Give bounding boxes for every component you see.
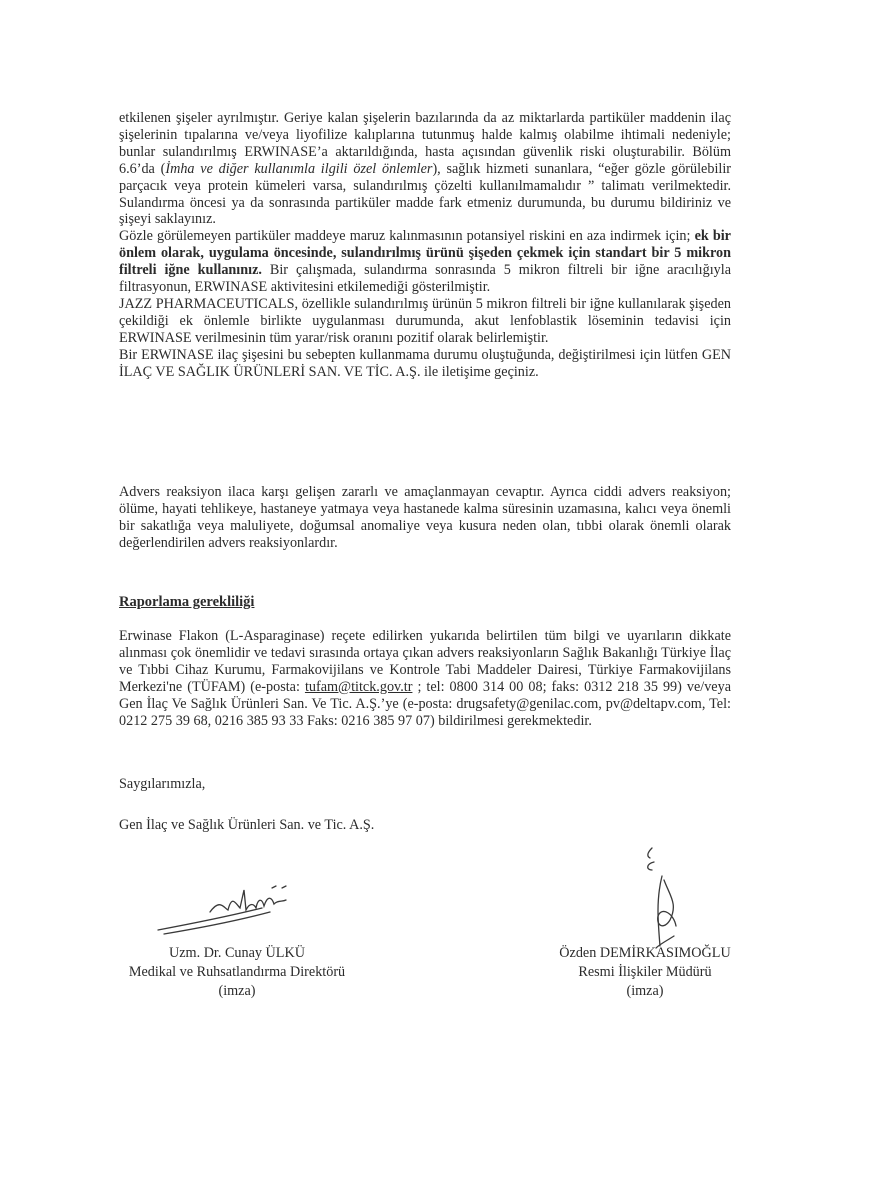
signatory-right-name: Özden DEMİRKASIMOĞLU	[559, 945, 731, 961]
signatory-left	[112, 944, 362, 1001]
paragraph-4: Bir ERWINASE ilaç şişesini bu sebepten kullanmama durumu oluştuğunda, değiştirilmesi için lütfen GEN İLAÇ VE SAĞLIK ÜRÜNLERİ SAN. VE TİC. A.Ş. ile iletişime geçiniz.	[119, 346, 731, 380]
paragraph-6-text-end: ; tel: 0800 314 00 08; faks: 0312 218 35 99) ve/veya Gen İlaç Ve Sağlık Ürünleri San. Ve Tic. A.Ş.’ye (e-posta: drugsafety@genilac.com, pv@deltapv.com, Tel: 0212 275 39 68, 0216 385 93 33 Faks: 0216 385 97 07) bildirilmesi gerekmektedir.	[119, 678, 731, 729]
adverse-reaction-paragraph	[119, 484, 731, 552]
signatory-left-name: Uzm. Dr. Cunay ÜLKÜ	[169, 945, 305, 961]
paragraph-2-text: Gözle görülemeyen partiküler maddeye maruz kalınmasının potansiyel riskini en aza indirmek için;	[119, 228, 695, 245]
signature-right	[618, 840, 698, 960]
paragraph-1-text: etkilenen şişeler ayrılmıştır. Geriye kalan şişelerin bazılarında da az miktarlarda partiküler maddenin ilaç şişelerinin tıpalarına ve/veya liyofilize kalıplarına tutunmuş halde kalmış olabilme ihtimali nedeniyle; bunlar sulandırılmış ERWINASE’a aktarıldığında, hasta açısından güvenlik riski oluşturabilir. Bölüm 6.6’da (	[119, 110, 731, 177]
signatory-left-title: Medikal ve Ruhsatlandırma Direktörü	[128, 964, 346, 980]
paragraph-1-italic: İmha ve diğer kullanımla ilgili özel önlemler	[165, 160, 433, 177]
paragraph-2-text-end: Bir çalışmada, sulandırma sonrasında 5 mikron filtreli bir iğne aracılığıyla filtrasyonun, ERWINASE aktivitesini etkilemediği gösterilmiştir.	[119, 262, 731, 296]
tufam-email-link[interactable]: tufam@titck.gov.tr	[304, 678, 413, 695]
paragraph-1-text-end: ), sağlık hizmeti sunanlara, “eğer gözle görülebilir parçacık veya protein kümeleri varsa, sulandırılmış çözelti kullanılmamalıdır ” talimatı verilmektedir. Sulandırma öncesi ya da sonrasında partiküler madde fark etmeniz durumunda, bu durumu bildiriniz ve şişeyi saklayınız.	[119, 160, 731, 228]
reporting-paragraph	[119, 628, 731, 729]
signatory-right-title: Resmi İlişkiler Müdürü	[578, 964, 712, 980]
signatory-right	[520, 944, 770, 1001]
paragraph-6	[119, 628, 731, 729]
signatory-left-note: (imza)	[218, 983, 256, 999]
company-line: Gen İlaç ve Sağlık Ürünleri San. ve Tic. A.Ş.	[119, 817, 375, 833]
closing-line: Saygılarımızla,	[119, 776, 206, 792]
signatory-right-note: (imza)	[626, 983, 664, 999]
paragraph-2	[119, 228, 731, 296]
body-text-block-a	[119, 110, 731, 381]
paragraph-2-bold: ek bir önlem olarak, uygulama öncesinde, sulandırılmış ürünü şişeden çekmek için standart bir 5 mikron filtreli iğne kullanınız.	[119, 228, 731, 279]
section-heading: Raporlama gerekliliği	[119, 594, 255, 610]
paragraph-5: Advers reaksiyon ilaca karşı gelişen zararlı ve amaçlanmayan cevaptır. Ayrıca ciddi advers reaksiyon; ölüme, hayati tehlikeye, hastaneye yatmaya veya hastanede kalma süresinin uzamasına, kalıcı veya önemli bir sakatlığa veya maluliyete, doğumsal anomaliye veya kusura neden olan, tıbbi olarak önemli olarak değerlendirilen advers reaksiyonlardır.	[119, 484, 731, 551]
paragraph-3: JAZZ PHARMACEUTICALS, özellikle sulandırılmış ürünün 5 mikron filtreli bir iğne kullanılarak şişeden çekildiği ek önlemle birlikte uygulanması durumunda, akut lenfoblastik löseminin tedavisi için ERWINASE verilmesinin tüm yarar/risk oranını pozitif olarak belirlemiştir.	[119, 295, 731, 346]
paragraph-1	[119, 110, 731, 228]
signature-left	[150, 880, 310, 940]
paragraph-6-text: Erwinase Flakon (L-Asparaginase) reçete edilirken yukarıda belirtilen tüm bilgi ve uyarıların dikkate alınması çok önemlidir ve tedavi sırasında ortaya çıkan advers reaksiyonların Sağlık Bakanlığı Türkiye İlaç ve Tıbbi Cihaz Kurumu, Farmakovijilans ve Kontrole Tabi Maddeler Dairesi, Türkiye Farmakovijilans Merkezi'ne (TÜFAM) (e-posta:	[119, 628, 731, 695]
